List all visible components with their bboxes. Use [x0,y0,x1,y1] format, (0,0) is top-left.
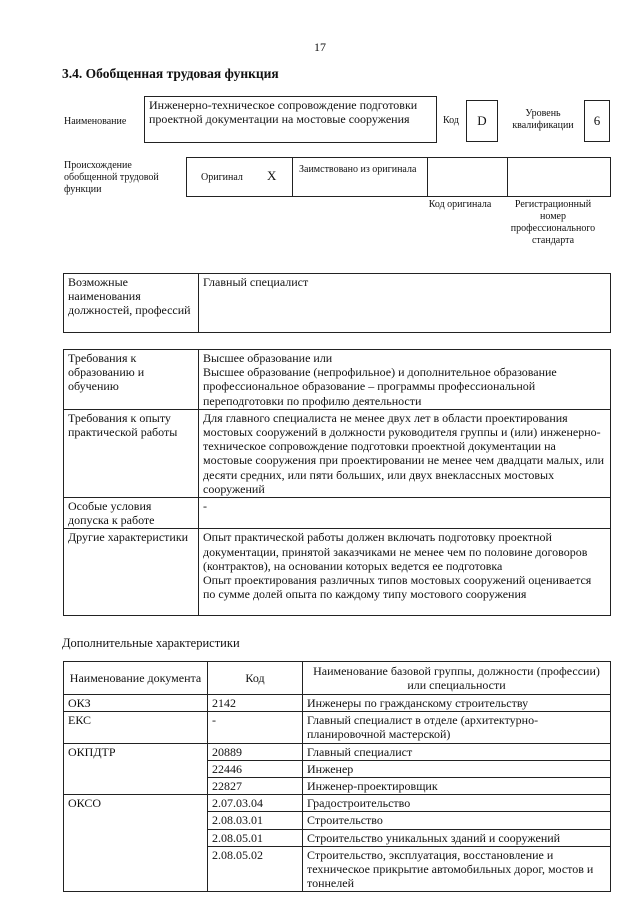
requirement-value: Для главного специалиста не менее двух лет в области проектирования мостовых сооружений в должности руководителя группы и (или) инженерно-техническое сопровождение подготовки проектной документации на мостовые сооружения при проектировании не менее чем двадцати малых, или десяти средних, или пяти больших, или двух внеклассных мостовых сооружений [199,409,611,497]
original-code-caption: Код оригинала [428,199,492,210]
name-cell: Строительство [303,812,611,829]
doc-cell: ОКЗ [64,695,208,712]
requirement-row [64,409,611,497]
page-number: 17 [314,40,326,54]
requirement-row [64,350,611,410]
section-title: 3.4. Обобщенная трудовая функция [62,66,279,81]
requirements-table [63,349,611,616]
name-cell: Градостроительство [303,795,611,812]
origin-box [186,157,611,197]
table-row [64,695,611,712]
requirement-label: Другие характеристики [64,529,199,616]
name-cell: Главный специалист в отделе (архитектурно-планировочной мастерской) [303,712,611,743]
code-label: Код [443,115,459,126]
origin-divider-2 [427,157,428,197]
code-cell: - [208,712,303,743]
borrowed-label: Заимствовано из оригинала [299,164,417,175]
requirement-value: Опыт практической работы должен включать подготовку проектной документации, принятой заказчиками не менее чем по половине договоров (контрактов), на основании которых ведется ее подготовка Опыт проектирования различных типов мостовых сооружений оценивается по сумме долей опыта по каждому типу мостового сооружения [199,529,611,616]
reg-number-caption: Регистрационный номер профессионального стандарта [510,199,596,246]
origin-divider-3 [507,157,508,197]
additional-header-row [64,662,611,695]
doc-cell: ОКСО [64,795,208,892]
additional-table [63,661,611,892]
table-row [64,743,611,760]
name-cell: Инженер [303,760,611,777]
positions-label: Возможные наименования должностей, профессий [64,274,199,333]
code-cell: 22446 [208,760,303,777]
level-value: 6 [584,100,610,142]
code-cell: 2.08.05.01 [208,829,303,846]
requirement-value: - [199,498,611,529]
code-cell: 2.07.03.04 [208,795,303,812]
code-cell: 22827 [208,778,303,795]
doc-cell: ОКПДТР [64,743,208,795]
requirement-row [64,498,611,529]
table-row [64,712,611,743]
name-cell: Главный специалист [303,743,611,760]
header-code: Код [208,662,303,695]
origin-label: Происхождение обобщенной трудовой функции [64,160,159,195]
name-cell: Инженер-проектировщик [303,778,611,795]
code-cell: 2142 [208,695,303,712]
positions-value: Главный специалист [199,274,611,333]
code-cell: 2.08.05.02 [208,846,303,892]
header-name: Наименование базовой группы, должности (профессии) или специальности [303,662,611,695]
code-value: D [466,100,498,142]
original-mark: X [267,168,277,183]
additional-title: Дополнительные характеристики [62,636,240,650]
name-cell: Строительство уникальных зданий и сооружений [303,829,611,846]
origin-divider-1 [292,157,293,197]
code-cell: 20889 [208,743,303,760]
name-cell: Строительство, эксплуатация, восстановление и техническое прикрытие автомобильных дорог, мостов и тоннелей [303,846,611,892]
requirement-label: Требования к образованию и обучению [64,350,199,410]
requirement-row [64,529,611,616]
function-name-value: Инженерно-техническое сопровождение подготовки проектной документации на мостовые сооружения [144,96,437,143]
function-name-label: Наименование [64,116,127,127]
table-row [64,795,611,812]
requirement-value: Высшее образование или Высшее образование (непрофильное) и дополнительное образование профессиональное образование – программы профессиональной переподготовки по профилю деятельности [199,350,611,410]
name-cell: Инженеры по гражданскому строительству [303,695,611,712]
requirement-label: Особые условия допуска к работе [64,498,199,529]
code-cell: 2.08.03.01 [208,812,303,829]
level-label: Уровень квалификации [512,108,574,131]
original-label: Оригинал [201,172,243,183]
doc-cell: ЕКС [64,712,208,743]
requirement-label: Требования к опыту практической работы [64,409,199,497]
header-doc: Наименование документа [64,662,208,695]
positions-table [63,273,611,333]
